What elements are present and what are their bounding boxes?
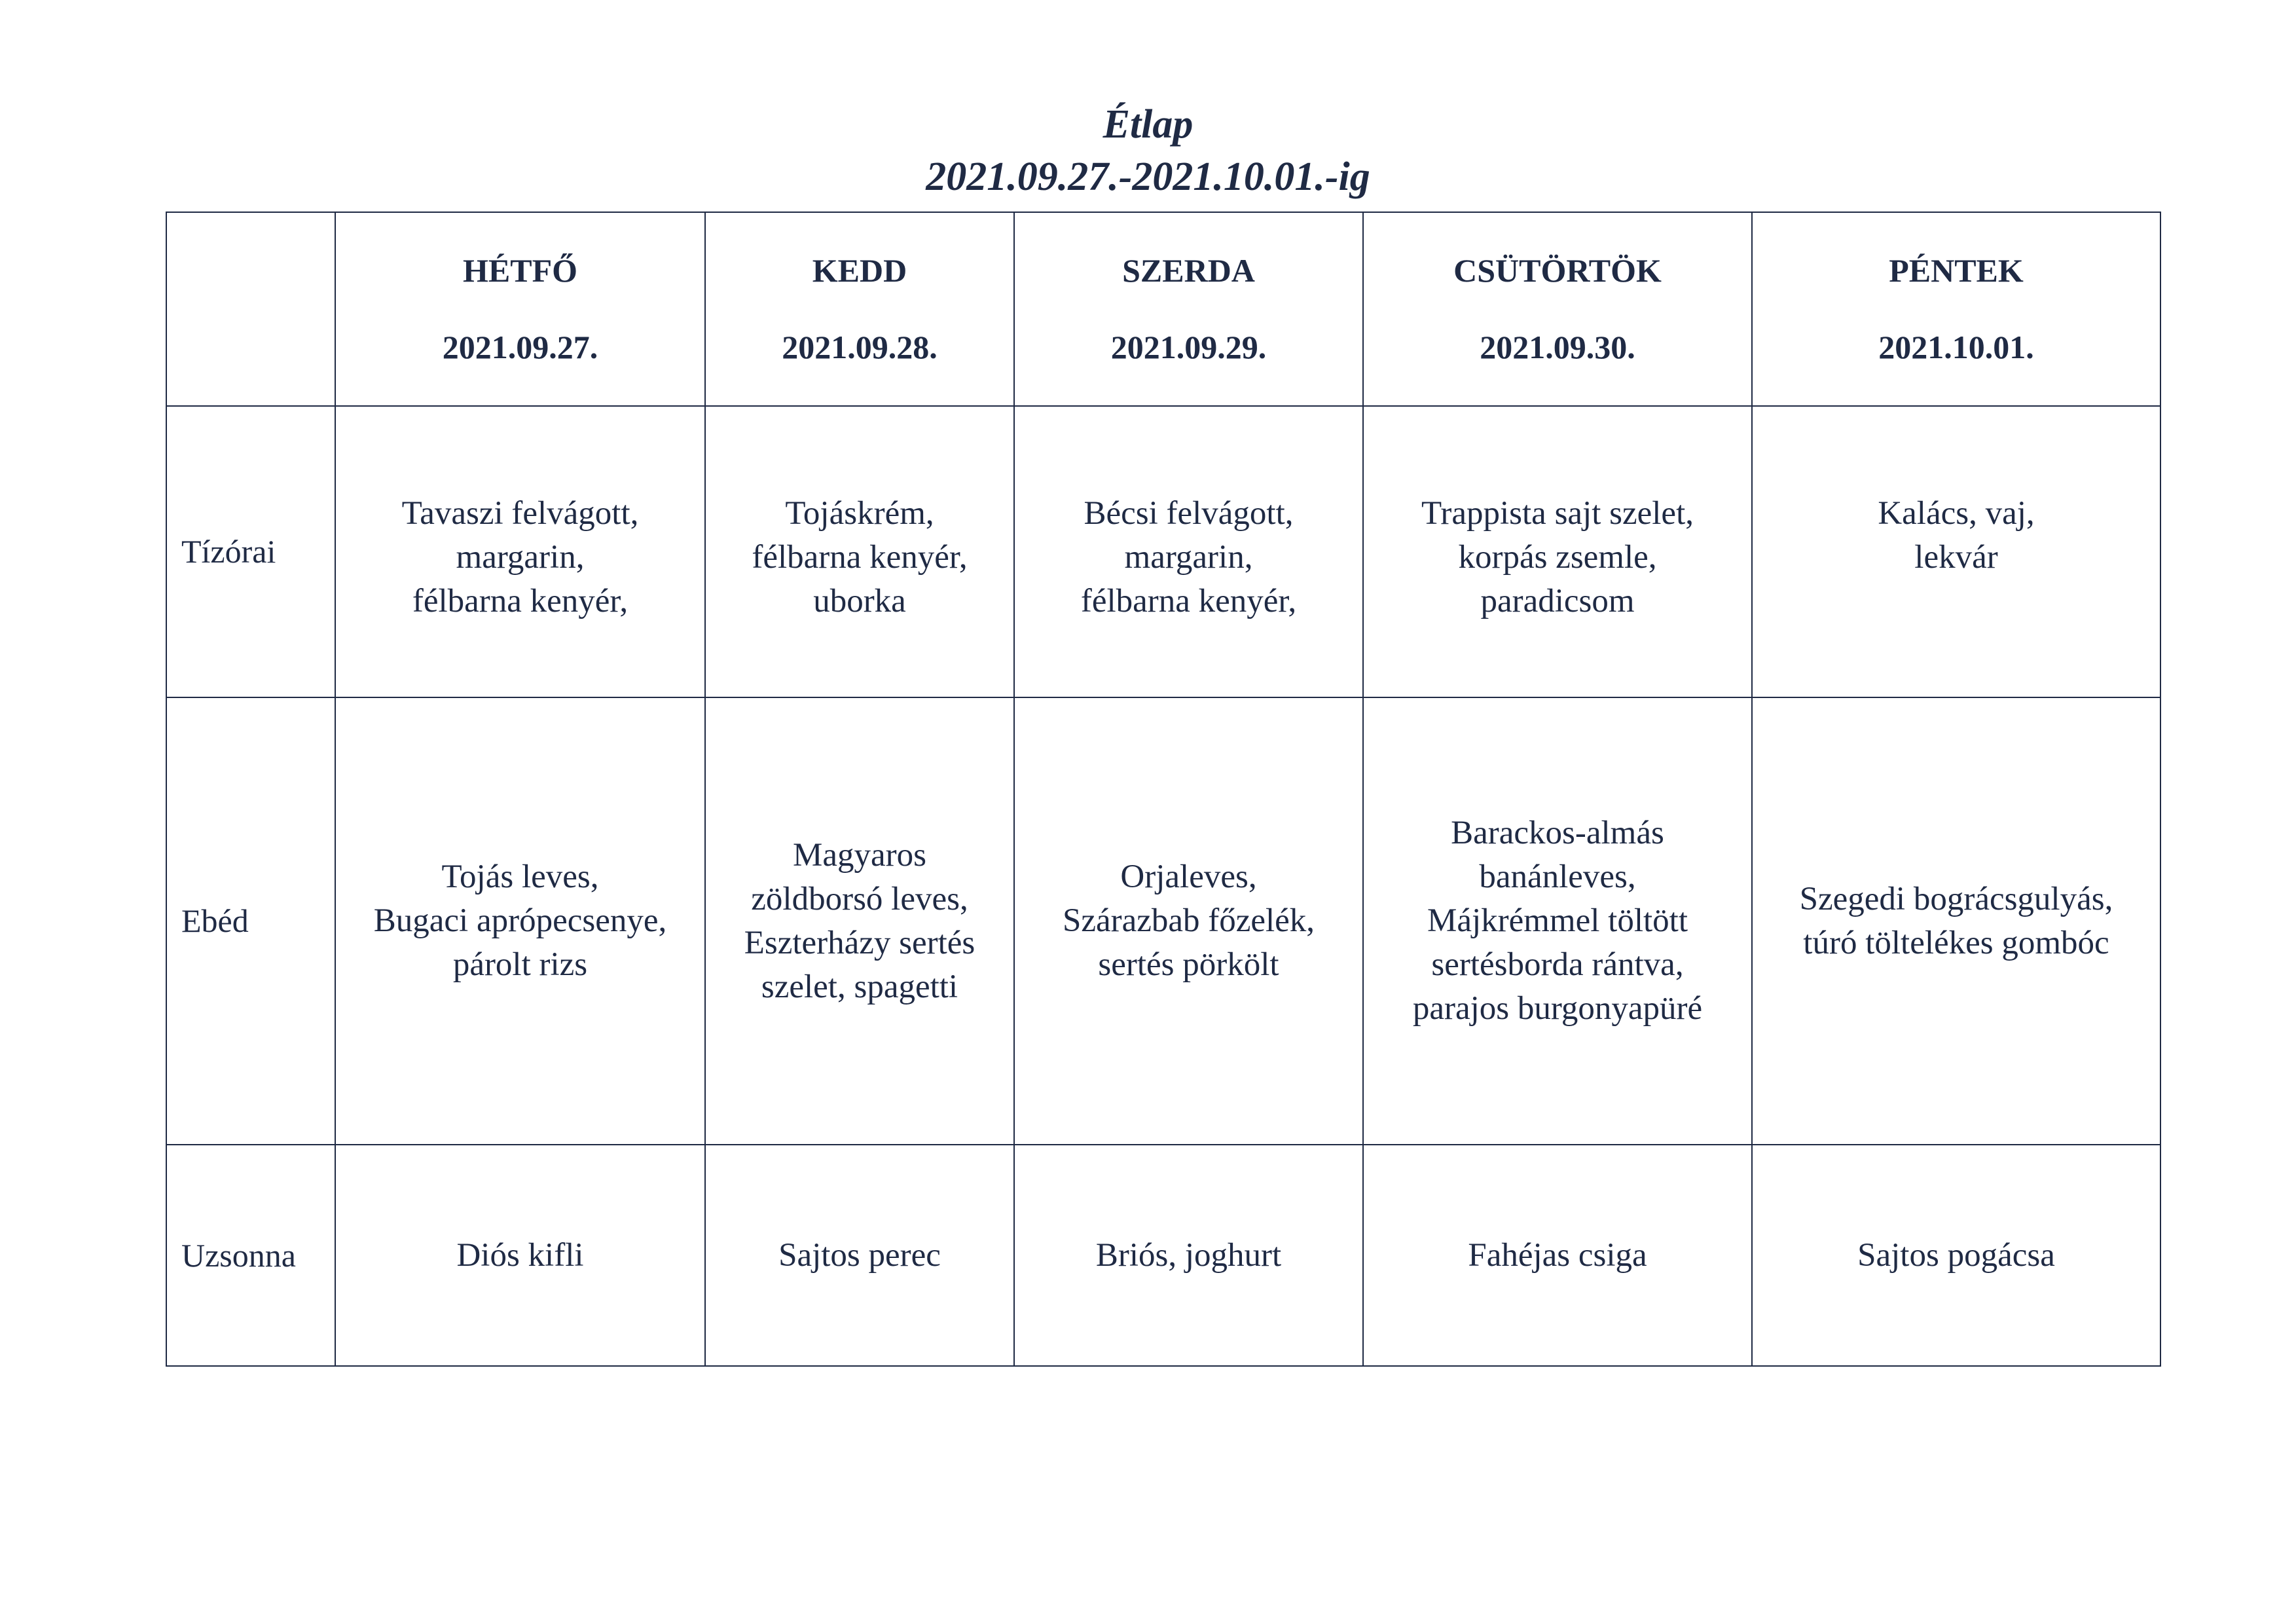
- day-date: 2021.09.29.: [1110, 329, 1267, 365]
- menu-line: Szárazbab főzelék,: [1062, 902, 1315, 939]
- day-header-thursday: [1363, 212, 1752, 406]
- menu-line: Fahéjas csiga: [1468, 1236, 1647, 1274]
- menu-line: Eszterházy sertés: [744, 924, 975, 961]
- day-header-monday: [335, 212, 705, 406]
- menu-line: korpás zsemle,: [1458, 539, 1657, 576]
- menu-cell: [1363, 1145, 1752, 1366]
- menu-cell: [1014, 1145, 1363, 1366]
- meal-row-ebed: [166, 697, 2160, 1145]
- day-date: 2021.09.27.: [442, 329, 598, 365]
- day-name: KEDD: [812, 252, 907, 289]
- menu-cell: [705, 697, 1014, 1145]
- menu-line: margarin,: [456, 539, 585, 576]
- menu-line: Bugaci aprópecsenye,: [373, 902, 667, 939]
- menu-cell: [1014, 406, 1363, 697]
- menu-line: Sajtos perec: [778, 1236, 941, 1274]
- menu-line: Szegedi bográcsgulyás,: [1799, 880, 2113, 917]
- menu-line: paradicsom: [1480, 583, 1635, 619]
- menu-line: Tojás leves,: [441, 858, 599, 895]
- day-name: CSÜTÖRTÖK: [1453, 252, 1662, 289]
- menu-cell: [1752, 697, 2160, 1145]
- menu-line: Kalács, vaj,: [1878, 495, 2035, 532]
- page-subtitle: 2021.09.27.-2021.10.01.-ig: [926, 155, 1370, 199]
- menu-line: parajos burgonyapüré: [1412, 990, 1703, 1027]
- menu-line: túró töltelékes gombóc: [1803, 924, 2109, 961]
- menu-line: Tavaszi felvágott,: [401, 495, 639, 532]
- day-header-tuesday: [705, 212, 1014, 406]
- day-name: HÉTFŐ: [462, 252, 578, 289]
- page-title: Étlap: [1102, 102, 1194, 147]
- menu-table: [166, 212, 2161, 1367]
- menu-cell: [1752, 406, 2160, 697]
- menu-line: Májkrémmel töltött: [1427, 902, 1688, 939]
- day-date: 2021.09.28.: [782, 329, 938, 365]
- menu-cell: [1363, 697, 1752, 1145]
- menu-line: szelet, spagetti: [761, 968, 958, 1005]
- menu-line: Magyaros: [793, 836, 926, 874]
- menu-line: Bécsi felvágott,: [1084, 495, 1294, 532]
- menu-line: félbarna kenyér,: [752, 539, 968, 576]
- menu-cell: [705, 406, 1014, 697]
- menu-cell: [1752, 1145, 2160, 1366]
- menu-cell: [705, 1145, 1014, 1366]
- menu-line: uborka: [813, 583, 906, 619]
- meal-row-uzsonna: [166, 1145, 2160, 1366]
- menu-line: sertés pörkölt: [1098, 946, 1279, 983]
- meal-label: Tízórai: [166, 406, 335, 697]
- menu-line: Barackos-almás: [1451, 815, 1664, 851]
- menu-cell: [335, 406, 705, 697]
- menu-cell: [1014, 697, 1363, 1145]
- menu-line: margarin,: [1124, 539, 1253, 576]
- menu-line: Diós kifli: [456, 1236, 584, 1274]
- menu-line: lekvár: [1914, 539, 1998, 576]
- menu-line: Orjaleves,: [1120, 858, 1257, 895]
- menu-cell: [1363, 406, 1752, 697]
- day-header-friday: [1752, 212, 2160, 406]
- day-header-wednesday: [1014, 212, 1363, 406]
- menu-line: sertésborda rántva,: [1431, 946, 1684, 983]
- day-name: SZERDA: [1122, 252, 1255, 289]
- day-date: 2021.10.01.: [1878, 329, 2034, 365]
- page-header: [0, 98, 2296, 203]
- meal-label: Ebéd: [166, 697, 335, 1145]
- menu-line: Trappista sajt szelet,: [1421, 495, 1694, 532]
- day-name: PÉNTEK: [1889, 252, 2024, 289]
- menu-line: Tojáskrém,: [785, 495, 934, 532]
- empty-corner-cell: [166, 212, 335, 406]
- menu-line: Sajtos pogácsa: [1857, 1236, 2055, 1274]
- menu-line: félbarna kenyér,: [1080, 583, 1297, 619]
- menu-line: zöldborsó leves,: [751, 880, 968, 917]
- table-header-row: [166, 212, 2160, 406]
- menu-line: félbarna kenyér,: [412, 583, 629, 619]
- meal-label: Uzsonna: [166, 1145, 335, 1366]
- menu-line: párolt rizs: [452, 946, 588, 983]
- menu-cell: [335, 697, 705, 1145]
- menu-cell: [335, 1145, 705, 1366]
- menu-line: Briós, joghurt: [1095, 1236, 1282, 1274]
- menu-line: banánleves,: [1479, 858, 1636, 895]
- day-date: 2021.09.30.: [1480, 329, 1635, 365]
- meal-row-tizorai: [166, 406, 2160, 697]
